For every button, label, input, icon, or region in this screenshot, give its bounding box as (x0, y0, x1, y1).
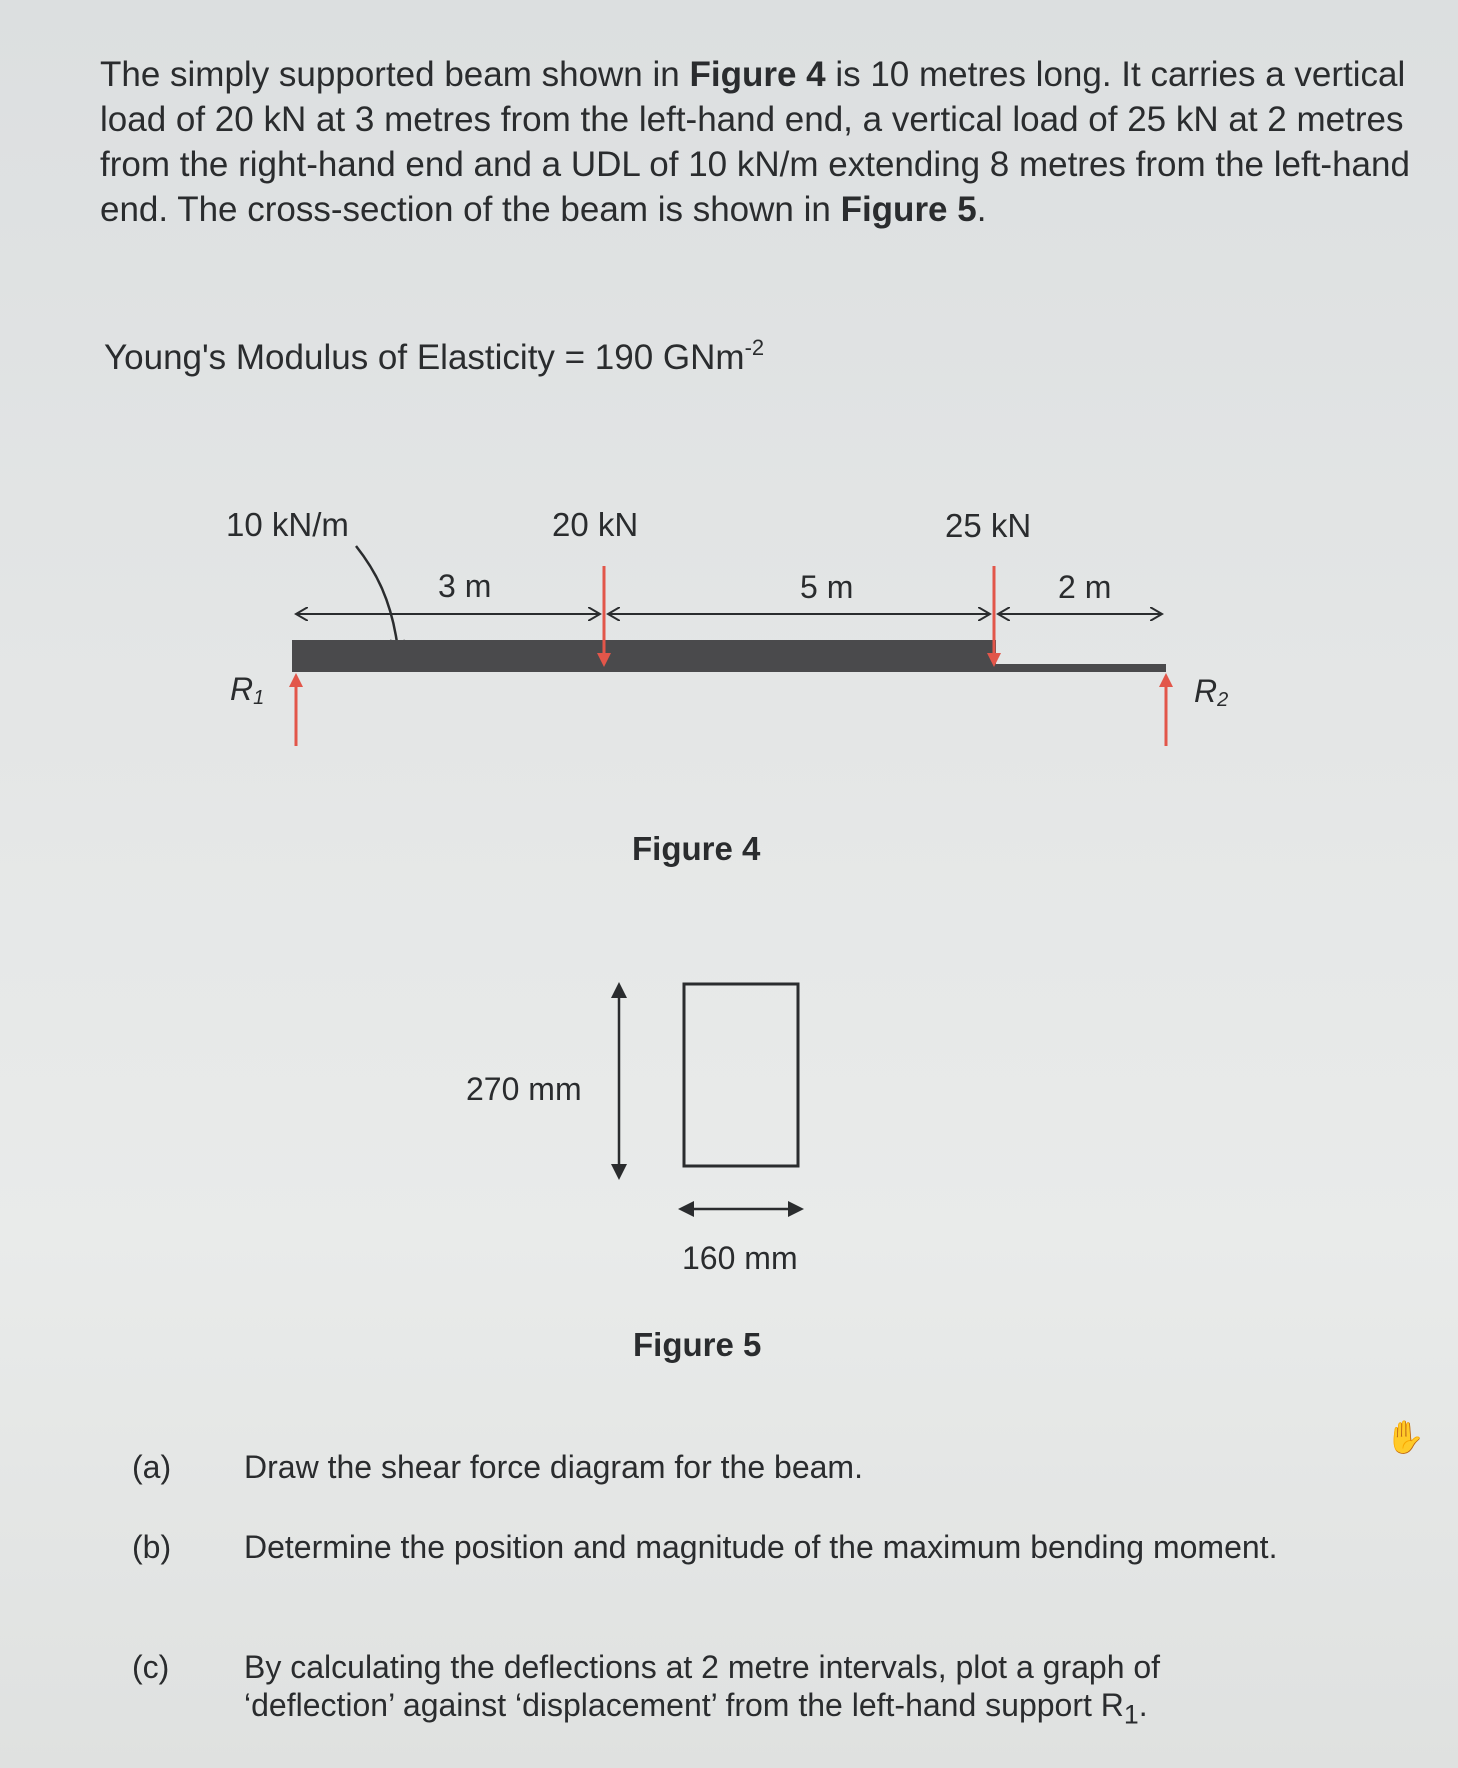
question-a-text: Draw the shear force diagram for the beam. (244, 1449, 863, 1485)
dim-3m-label: 3 m (438, 568, 492, 604)
youngs-modulus-text: Young's Modulus of Elasticity = 190 GNm (104, 338, 745, 377)
figure-5-caption: Figure 5 (633, 1326, 762, 1363)
figure-4-caption: Figure 4 (632, 830, 761, 867)
figure-4-ref: Figure 4 (689, 55, 826, 94)
intro-text-1: The simply supported beam shown in (100, 55, 690, 94)
udl-leader (356, 546, 398, 650)
youngs-modulus-exponent: -2 (744, 335, 765, 360)
question-c-text (244, 1648, 1304, 1733)
figure-5-ref: Figure 5 (840, 190, 977, 229)
beam (292, 664, 1166, 672)
question-b-label: (b) (132, 1529, 172, 1565)
cross-section-rect (684, 984, 798, 1166)
r1-label: R1 (230, 671, 265, 709)
figure-4 (226, 506, 1228, 867)
dim-2m-label: 2 m (1058, 569, 1112, 605)
r2-label: R2 (1194, 673, 1229, 711)
load-20kn-label: 20 kN (552, 506, 639, 543)
question-b-text: Determine the position and magnitude of the maximum bending moment. (244, 1529, 1278, 1565)
intro-text-3: . (976, 190, 987, 229)
intro-text-2: is 10 metres long. It carries a vertical load of 20 kN at 3 metres from the left-hand end, a vertical load of 25 kN at 2 metres from the right-hand end and a UDL of 10 kN/m extending 8 metres from the left-hand end. The cross-section of the beam is shown in (100, 55, 1410, 229)
load-25kn-label: 25 kN (945, 507, 1032, 544)
hand-cursor-icon: ✋ (1385, 1419, 1425, 1455)
question-c-label: (c) (132, 1649, 170, 1685)
dim-5m-label: 5 m (800, 569, 854, 605)
question-a-label: (a) (132, 1449, 172, 1485)
question-c-end: . (1138, 1687, 1148, 1723)
width-label: 160 mm (682, 1240, 798, 1276)
height-label: 270 mm (466, 1071, 582, 1107)
udl-label: 10 kN/m (226, 506, 349, 543)
question-c-body: By calculating the deflections at 2 metre intervals, plot a graph of ‘deflection’ against ‘displacement’ from the left-hand support R (244, 1649, 1161, 1723)
figure-5 (466, 984, 798, 1363)
question-c-subscript: 1 (1123, 1699, 1139, 1730)
